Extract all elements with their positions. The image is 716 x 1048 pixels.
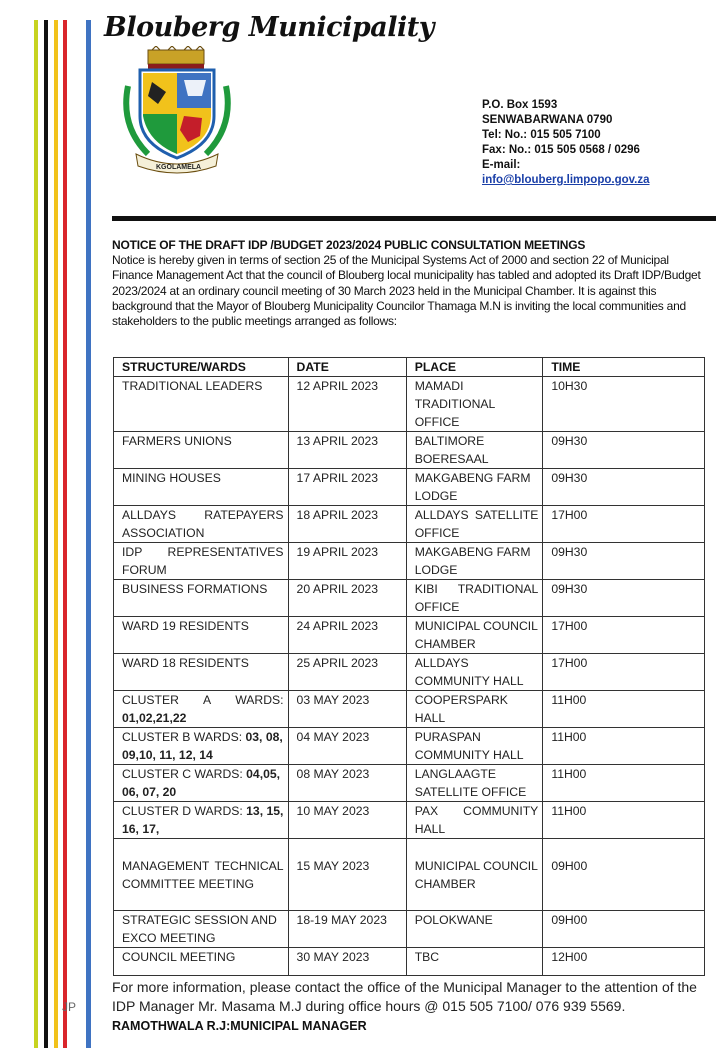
cell-structure: STRATEGIC SESSION AND EXCO MEETING: [114, 911, 289, 948]
decorative-stripe-yellow: [54, 20, 58, 1048]
cell-structure: COUNCIL MEETING: [114, 948, 289, 976]
cell-time: 12H00: [543, 948, 705, 976]
cell-time: 09H00: [543, 911, 705, 948]
col-header-structure: STRUCTURE/WARDS: [114, 358, 289, 377]
cell-place: MAMADI TRADITIONAL OFFICE: [406, 377, 543, 432]
cluster-wards: 01,02,21,22: [122, 711, 187, 725]
cell-time: 11H00: [543, 802, 705, 839]
table-row: [114, 839, 705, 911]
stray-mark: JP: [62, 1000, 77, 1014]
cell-date: 18 APRIL 2023: [288, 506, 406, 543]
cell-date: 13 APRIL 2023: [288, 432, 406, 469]
cell-structure: MINING HOUSES: [114, 469, 289, 506]
cell-structure: [114, 728, 289, 765]
table-row: [114, 543, 705, 580]
cluster-label: CLUSTER A WARDS:: [122, 693, 284, 707]
cell-time: 17H00: [543, 506, 705, 543]
cell-place: MUNICIPAL COUNCIL CHAMBER: [406, 839, 543, 911]
address-fax: Fax: No.: 015 505 0568 / 0296: [482, 144, 640, 156]
cell-date: 12 APRIL 2023: [288, 377, 406, 432]
cell-date: 03 MAY 2023: [288, 691, 406, 728]
cell-time: 17H00: [543, 617, 705, 654]
address-town: SENWABARWANA 0790: [482, 114, 613, 126]
table-row: [114, 911, 705, 948]
cell-date: 19 APRIL 2023: [288, 543, 406, 580]
table-row: [114, 469, 705, 506]
cell-time: 11H00: [543, 765, 705, 802]
cell-time: 09H30: [543, 432, 705, 469]
notice-body: Notice is hereby given in terms of section 25 of the Municipal Systems Act of 2000 and section 22 of Municipal Finance Management Act that the council of Blouberg local municipality has tabled and adopted its Draft IDP/Budget 2023/2024 at an ordinary council meeting of 30 March 2023 held in the Municipal Chamber. It is against this background that the Mayor of Blouberg Municipality Councilor Thamaga M.N is inviting the local communities and stakeholders to the public meetings arranged as follows:: [112, 253, 701, 329]
cluster-wards: 04,05, 06, 07, 20: [122, 767, 281, 799]
cell-place: MAKGABENG FARM LODGE: [406, 469, 543, 506]
cell-place: MUNICIPAL COUNCIL CHAMBER: [406, 617, 543, 654]
table-row: [114, 580, 705, 617]
cell-place: BALTIMORE BOERESAAL: [406, 432, 543, 469]
cell-structure: MANAGEMENT TECHNICAL COMMITTEE MEETING: [114, 839, 289, 911]
cell-date: 25 APRIL 2023: [288, 654, 406, 691]
crest-motto: KGOLAMELA: [156, 164, 202, 171]
table-row: [114, 728, 705, 765]
meeting-schedule-table: [113, 357, 705, 976]
cell-time: 09H00: [543, 839, 705, 911]
cell-structure: ALLDAYS RATEPAYERS ASSOCIATION: [114, 506, 289, 543]
cell-structure: WARD 19 RESIDENTS: [114, 617, 289, 654]
cell-structure: [114, 691, 289, 728]
table-row: [114, 432, 705, 469]
cell-time: 09H30: [543, 469, 705, 506]
table-row: [114, 691, 705, 728]
cell-place: LANGLAAGTE SATELLITE OFFICE: [406, 765, 543, 802]
table-row: [114, 654, 705, 691]
contact-address-block: [482, 98, 650, 188]
municipality-name: Blouberg Municipality: [104, 12, 434, 43]
cell-structure: TRADITIONAL LEADERS: [114, 377, 289, 432]
cell-place: COOPERSPARK HALL: [406, 691, 543, 728]
col-header-time: TIME: [543, 358, 705, 377]
cell-structure: [114, 765, 289, 802]
col-header-date: DATE: [288, 358, 406, 377]
decorative-stripe-blue: [86, 20, 91, 1048]
cell-date: 04 MAY 2023: [288, 728, 406, 765]
address-tel: Tel: No.: 015 505 7100: [482, 129, 601, 141]
cell-place: MAKGABENG FARM LODGE: [406, 543, 543, 580]
cell-time: 11H00: [543, 728, 705, 765]
address-po-box: P.O. Box 1593: [482, 99, 558, 111]
cluster-wards: 03, 08, 09,10, 11, 12, 14: [122, 730, 283, 762]
cell-place: PURASPAN COMMUNITY HALL: [406, 728, 543, 765]
cell-structure: BUSINESS FORMATIONS: [114, 580, 289, 617]
cell-place: POLOKWANE: [406, 911, 543, 948]
cell-date: 20 APRIL 2023: [288, 580, 406, 617]
table-row: [114, 802, 705, 839]
notice-title: NOTICE OF THE DRAFT IDP /BUDGET 2023/2024 PUBLIC CONSULTATION MEETINGS: [112, 238, 586, 252]
decorative-stripe-black: [44, 20, 48, 1048]
cluster-label: CLUSTER B WARDS:: [122, 730, 243, 744]
col-header-place: PLACE: [406, 358, 543, 377]
cell-structure: IDP REPRESENTATIVES FORUM: [114, 543, 289, 580]
cell-time: 10H30: [543, 377, 705, 432]
table-row: [114, 617, 705, 654]
cell-place: ALLDAYS COMMUNITY HALL: [406, 654, 543, 691]
cluster-wards: 13, 15, 16, 17,: [122, 804, 284, 836]
cell-date: 08 MAY 2023: [288, 765, 406, 802]
cell-structure: [114, 802, 289, 839]
cell-date: 30 MAY 2023: [288, 948, 406, 976]
cell-place: PAX COMMUNITY HALL: [406, 802, 543, 839]
cluster-label: CLUSTER C WARDS:: [122, 767, 243, 781]
cell-place: TBC: [406, 948, 543, 976]
decorative-stripe-white: [72, 20, 76, 1048]
municipal-crest-icon: [118, 46, 236, 176]
address-email-label: E-mail:: [482, 159, 521, 171]
cell-structure: WARD 18 RESIDENTS: [114, 654, 289, 691]
cell-date: 15 MAY 2023: [288, 839, 406, 911]
cell-time: 11H00: [543, 691, 705, 728]
cell-time: 17H00: [543, 654, 705, 691]
cell-place: KIBI TRADITIONAL OFFICE: [406, 580, 543, 617]
decorative-stripe-green: [34, 20, 38, 1048]
decorative-stripe-red: [63, 20, 67, 1048]
table-row: [114, 506, 705, 543]
cell-date: 10 MAY 2023: [288, 802, 406, 839]
table-header-row: [114, 358, 705, 377]
cell-time: 09H30: [543, 580, 705, 617]
cell-date: 18-19 MAY 2023: [288, 911, 406, 948]
table-row: [114, 377, 705, 432]
header-divider: [112, 216, 716, 221]
cell-time: 09H30: [543, 543, 705, 580]
cell-date: 17 APRIL 2023: [288, 469, 406, 506]
cell-structure: FARMERS UNIONS: [114, 432, 289, 469]
signoff: RAMOTHWALA R.J:MUNICIPAL MANAGER: [112, 1019, 367, 1033]
cell-place: ALLDAYS SATELLITE OFFICE: [406, 506, 543, 543]
table-row: [114, 948, 705, 976]
contact-footer: For more information, please contact the office of the Municipal Manager to the attention of the IDP Manager Mr. Masama M.J during office hours @ 015 505 7100/ 076 939 5569.: [112, 979, 697, 1014]
email-link[interactable]: info@blouberg.limpopo.gov.za: [482, 174, 650, 186]
cell-date: 24 APRIL 2023: [288, 617, 406, 654]
table-row: [114, 765, 705, 802]
cluster-label: CLUSTER D WARDS:: [122, 804, 243, 818]
